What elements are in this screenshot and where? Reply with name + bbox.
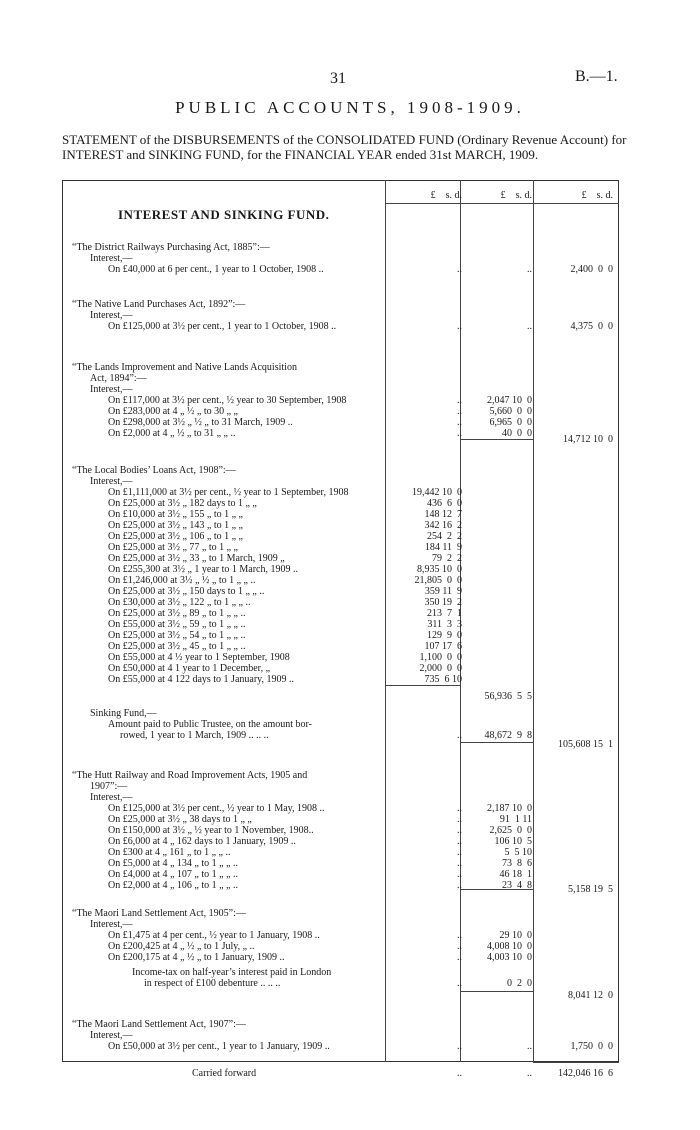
interest-amount: 184 11 9 bbox=[424, 542, 462, 553]
column-header-1: £ s. d. bbox=[430, 190, 462, 201]
interest-amount: 311 3 3 bbox=[427, 619, 462, 630]
empty-cell: .. bbox=[457, 941, 462, 952]
act-subheading: Interest,— bbox=[90, 384, 133, 395]
empty-cell: .. bbox=[457, 814, 462, 825]
act-line: Income-tax on half-year’s interest paid in London bbox=[132, 967, 332, 978]
interest-amount: 23 4 8 bbox=[502, 880, 532, 891]
interest-amount: 79 2 2 bbox=[432, 553, 462, 564]
interest-line: On £25,000 at 3½ „ 38 days to 1 „ „ bbox=[108, 814, 252, 825]
header-rule bbox=[385, 203, 619, 204]
interest-line: On £1,111,000 at 3½ per cent., ½ year to 1 September, 1908 bbox=[108, 487, 349, 498]
amount-sinking-fund: 48,672 9 8 bbox=[484, 730, 532, 741]
interest-line: On £25,000 at 3½ „ 89 „ to 1 „ „ .. bbox=[108, 608, 246, 619]
act-subheading: Interest,— bbox=[90, 476, 133, 487]
act-title: “The Native Land Purchases Act, 1892”:— bbox=[72, 299, 246, 310]
empty-cell: .. bbox=[457, 880, 462, 891]
document-reference: B.—1. bbox=[575, 68, 618, 85]
interest-line: On £300 at 4 „ 161 „ to 1 „ „ .. bbox=[108, 847, 231, 858]
amount-income-tax: 0 2 0 bbox=[507, 978, 532, 989]
amount-subtotal: 56,936 5 5 bbox=[484, 691, 532, 702]
empty-cell: .. bbox=[457, 836, 462, 847]
act-line: On £40,000 at 6 per cent., 1 year to 1 October, 1908 .. bbox=[108, 264, 324, 275]
interest-amount: 21,805 0 0 bbox=[414, 575, 462, 586]
interest-line: On £2,000 at 4 „ 106 „ to 1 „ „ .. bbox=[108, 880, 238, 891]
act-subheading: Sinking Fund,— bbox=[90, 708, 157, 719]
act-title: “The District Railways Purchasing Act, 1885”:— bbox=[72, 242, 270, 253]
interest-amount: 5 5 10 bbox=[504, 847, 532, 858]
interest-amount: 107 17 6 bbox=[424, 641, 462, 652]
interest-amount: 350 19 2 bbox=[424, 597, 462, 608]
interest-amount: 6,965 0 0 bbox=[489, 417, 532, 428]
interest-amount: 1,100 0 0 bbox=[419, 652, 462, 663]
act-subheading: Interest,— bbox=[90, 919, 133, 930]
empty-cell: .. bbox=[527, 264, 532, 275]
interest-line: On £25,000 at 3½ „ 143 „ to 1 „ „ bbox=[108, 520, 243, 531]
amount-total: 4,375 0 0 bbox=[570, 321, 613, 332]
empty-cell: .. bbox=[457, 1041, 462, 1052]
act-title: “The Maori Land Settlement Act, 1907”:— bbox=[72, 1019, 246, 1030]
statement-heading: STATEMENT of the DISBURSEMENTS of the CONSOLIDATED FUND (Ordinary Revenue Account) for INTEREST and SINKING FUND, for the FINANCIAL YEAR ended 31st MARCH, 1909. bbox=[62, 132, 627, 162]
interest-line: On £25,000 at 3½ „ 45 „ to 1 „ „ .. bbox=[108, 641, 246, 652]
amount-total: 14,712 10 0 bbox=[563, 434, 613, 445]
empty-cell: .. bbox=[457, 825, 462, 836]
empty-cell: .. bbox=[457, 1068, 462, 1079]
interest-amount: 735 6 10 bbox=[424, 674, 462, 685]
interest-line: On £5,000 at 4 „ 134 „ to 1 „ „ .. bbox=[108, 858, 238, 869]
interest-line: On £200,425 at 4 „ ½ „ to 1 July, „ .. bbox=[108, 941, 255, 952]
interest-line: On £25,000 at 3½ „ 182 days to 1 „ „ bbox=[108, 498, 257, 509]
interest-amount: 359 11 9 bbox=[424, 586, 462, 597]
interest-amount: 73 8 6 bbox=[502, 858, 532, 869]
act-line: On £50,000 at 3½ per cent., 1 year to 1 January, 1909 .. bbox=[108, 1041, 330, 1052]
interest-amount: 2,625 0 0 bbox=[489, 825, 532, 836]
interest-line: On £298,000 at 3½ „ ½ „ to 31 March, 1909 .. bbox=[108, 417, 293, 428]
interest-amount: 19,442 10 0 bbox=[412, 487, 462, 498]
act-title: 1907”:— bbox=[90, 781, 128, 792]
act-title: “The Maori Land Settlement Act, 1905”:— bbox=[72, 908, 246, 919]
subtotal-rule bbox=[385, 685, 460, 686]
column-header-2: £ s. d. bbox=[500, 190, 532, 201]
interest-amount: 4,008 10 0 bbox=[487, 941, 532, 952]
empty-cell: .. bbox=[457, 869, 462, 880]
interest-line: On £25,000 at 3½ „ 106 „ to 1 „ „ bbox=[108, 531, 243, 542]
act-title: Act, 1894”:— bbox=[90, 373, 147, 384]
act-subheading: Interest,— bbox=[90, 1030, 133, 1041]
interest-line: On £200,175 at 4 „ ½ „ to 1 January, 1909 .. bbox=[108, 952, 285, 963]
amount-total: 2,400 0 0 bbox=[570, 264, 613, 275]
act-line: On £125,000 at 3½ per cent., 1 year to 1 October, 1908 .. bbox=[108, 321, 337, 332]
act-line: Amount paid to Public Trustee, on the amount bor- bbox=[108, 719, 312, 730]
interest-line: On £25,000 at 3½ „ 33 „ to 1 March, 1909 „ bbox=[108, 553, 285, 564]
total-rule bbox=[533, 1062, 619, 1063]
interest-amount: 148 12 7 bbox=[424, 509, 462, 520]
empty-cell: .. bbox=[457, 730, 462, 741]
act-title: “The Lands Improvement and Native Lands Acquisition bbox=[72, 362, 297, 373]
interest-line: On £6,000 at 4 „ 162 days to 1 January, 1909 .. bbox=[108, 836, 296, 847]
empty-cell: .. bbox=[457, 803, 462, 814]
subtotal-rule bbox=[460, 742, 533, 743]
subtotal-rule bbox=[460, 991, 533, 992]
page-title: PUBLIC ACCOUNTS, 1908-1909. bbox=[175, 98, 525, 117]
interest-line: On £55,000 at 3½ „ 59 „ to 1 „ „ .. bbox=[108, 619, 246, 630]
amount-total: 1,750 0 0 bbox=[570, 1041, 613, 1052]
page-number: 31 bbox=[330, 70, 346, 87]
empty-cell: .. bbox=[457, 406, 462, 417]
interest-line: On £150,000 at 3½ „ ½ year to 1 November, 1908.. bbox=[108, 825, 314, 836]
interest-amount: 2,000 0 0 bbox=[419, 663, 462, 674]
act-subheading: Interest,— bbox=[90, 310, 133, 321]
interest-line: On £10,000 at 3½ „ 155 „ to 1 „ „ bbox=[108, 509, 243, 520]
interest-line: On £255,300 at 3½ „ 1 year to 1 March, 1909 .. bbox=[108, 564, 298, 575]
empty-cell: .. bbox=[457, 428, 462, 439]
act-subheading: Interest,— bbox=[90, 253, 133, 264]
interest-amount: 254 2 2 bbox=[427, 531, 462, 542]
interest-amount: 342 16 2 bbox=[424, 520, 462, 531]
interest-amount: 436 6 0 bbox=[427, 498, 462, 509]
empty-cell: .. bbox=[457, 847, 462, 858]
interest-amount: 129 9 0 bbox=[427, 630, 462, 641]
amount-total: 8,041 12 0 bbox=[568, 990, 613, 1001]
interest-line: On £125,000 at 3½ per cent., ½ year to 1 May, 1908 .. bbox=[108, 803, 325, 814]
interest-amount: 46 18 1 bbox=[499, 869, 532, 880]
interest-line: On £283,000 at 4 „ ½ „ to 30 „ „ bbox=[108, 406, 238, 417]
empty-cell: .. bbox=[527, 1041, 532, 1052]
empty-cell: .. bbox=[457, 952, 462, 963]
act-line: in respect of £100 debenture .. .. .. bbox=[144, 978, 281, 989]
interest-line: On £4,000 at 4 „ 107 „ to 1 „ „ .. bbox=[108, 869, 238, 880]
interest-line: On £25,000 at 3½ „ 54 „ to 1 „ „ .. bbox=[108, 630, 246, 641]
carried-forward-label: Carried forward bbox=[192, 1068, 257, 1079]
interest-amount: 2,187 10 0 bbox=[487, 803, 532, 814]
act-title: “The Local Bodies’ Loans Act, 1908”:— bbox=[72, 465, 236, 476]
interest-line: On £25,000 at 3½ „ 150 days to 1 „ „ .. bbox=[108, 586, 265, 597]
interest-amount: 29 10 0 bbox=[499, 930, 532, 941]
empty-cell: .. bbox=[457, 930, 462, 941]
interest-line: On £50,000 at 4 1 year to 1 December, „ bbox=[108, 663, 271, 674]
empty-cell: .. bbox=[527, 1068, 532, 1079]
amount-total: 105,608 15 1 bbox=[558, 739, 613, 750]
empty-cell: .. bbox=[457, 978, 462, 989]
interest-amount: 5,660 0 0 bbox=[489, 406, 532, 417]
interest-amount: 4,003 10 0 bbox=[487, 952, 532, 963]
empty-cell: .. bbox=[457, 417, 462, 428]
section-title: INTEREST AND SINKING FUND. bbox=[118, 207, 330, 222]
interest-line: On £1,475 at 4 per cent., ½ year to 1 January, 1908 .. bbox=[108, 930, 320, 941]
subtotal-rule bbox=[460, 889, 533, 890]
empty-cell: .. bbox=[457, 395, 462, 406]
interest-line: On £55,000 at 4 ½ year to 1 September, 1908 bbox=[108, 652, 290, 663]
column-divider bbox=[385, 180, 386, 1062]
act-title: “The Hutt Railway and Road Improvement Acts, 1905 and bbox=[72, 770, 308, 781]
empty-cell: .. bbox=[527, 321, 532, 332]
interest-line: On £1,246,000 at 3½ „ ½ „ to 1 „ „ .. bbox=[108, 575, 256, 586]
interest-amount: 2,047 10 0 bbox=[487, 395, 532, 406]
empty-cell: .. bbox=[457, 264, 462, 275]
interest-line: On £55,000 at 4 122 days to 1 January, 1909 .. bbox=[108, 674, 294, 685]
interest-amount: 8,935 10 0 bbox=[417, 564, 462, 575]
interest-amount: 40 0 0 bbox=[502, 428, 532, 439]
act-subheading: Interest,— bbox=[90, 792, 133, 803]
subtotal-rule bbox=[460, 439, 533, 440]
interest-line: On £2,000 at 4 „ ½ „ to 31 „ „ .. bbox=[108, 428, 236, 439]
act-line: rowed, 1 year to 1 March, 1909 .. .. .. bbox=[120, 730, 269, 741]
interest-line: On £117,000 at 3½ per cent., ½ year to 30 September, 1908 bbox=[108, 395, 347, 406]
interest-line: On £30,000 at 3½ „ 122 „ to 1 „ „ .. bbox=[108, 597, 251, 608]
amount-total: 5,158 19 5 bbox=[568, 884, 613, 895]
empty-cell: .. bbox=[457, 858, 462, 869]
column-header-3: £ s. d. bbox=[581, 190, 613, 201]
carried-forward-amount: 142,046 16 6 bbox=[558, 1068, 613, 1079]
interest-amount: 91 1 11 bbox=[499, 814, 532, 825]
interest-line: On £25,000 at 3½ „ 77 „ to 1 „ „ bbox=[108, 542, 238, 553]
empty-cell: .. bbox=[457, 321, 462, 332]
interest-amount: 106 10 5 bbox=[494, 836, 532, 847]
column-divider bbox=[533, 180, 534, 1062]
interest-amount: 213 7 1 bbox=[427, 608, 462, 619]
